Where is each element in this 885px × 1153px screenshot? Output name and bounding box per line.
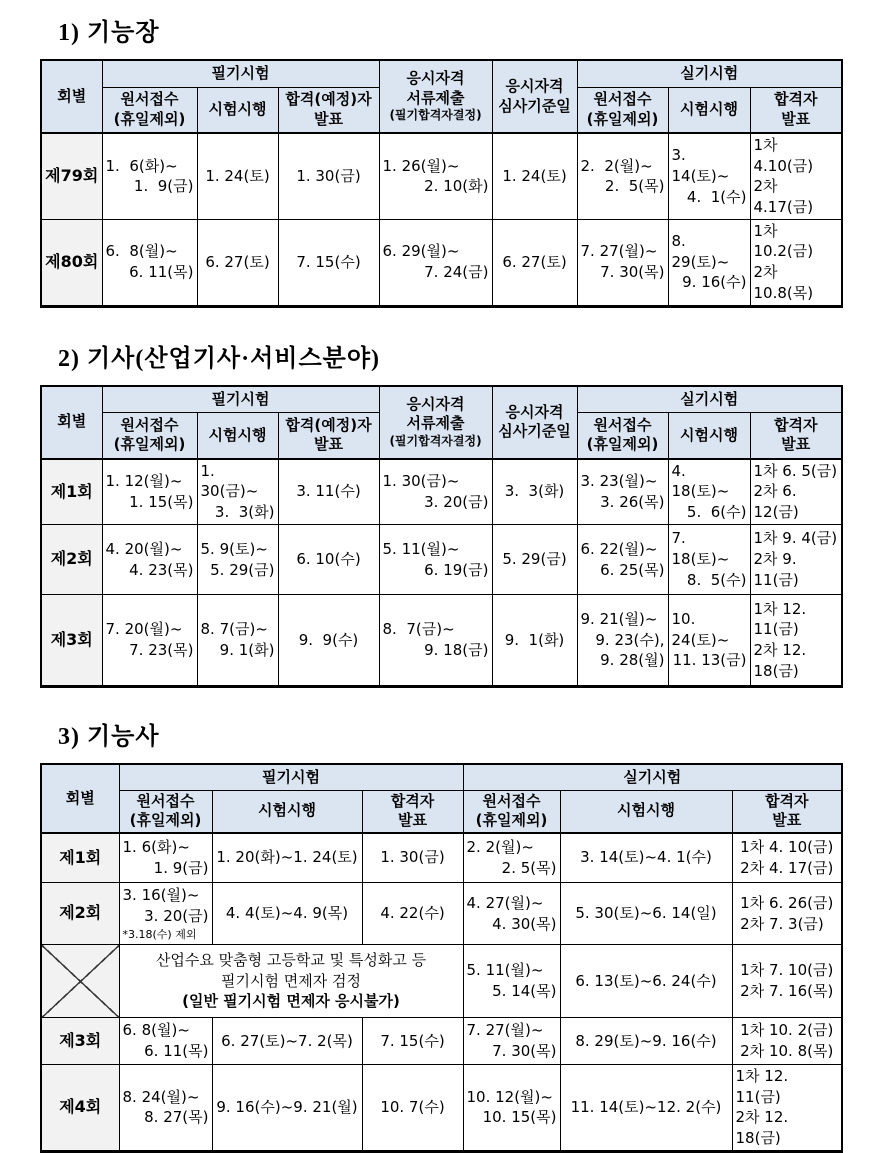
date-cell: 4. 27(월)~ 4. 30(목) [463, 883, 560, 945]
header-cell: 합격자 발표 [750, 413, 842, 459]
header-cell: 응시자격 심사기준일 [492, 386, 577, 459]
date-cell: 1차 9. 4(금) 2차 9. 11(금) [750, 525, 842, 595]
header-cell: 응시자격 서류제출 (필기합격자결정) [379, 386, 492, 459]
date-cell: 7. 20(월)~ 7. 23(목) [102, 595, 197, 687]
header-cell: 합격자 발표 [750, 87, 842, 133]
date-cell: 4. 4(토)~4. 9(목) [212, 883, 362, 945]
date-cell: 7. 27(월)~ 7. 30(목) [463, 1018, 560, 1065]
date-cell: 6. 10(수) [278, 525, 379, 595]
schedule-table-gineungjang [40, 59, 843, 308]
section-title-gineungjang: 1) 기능장 [58, 20, 160, 46]
date-cell: 1차 10. 2(금) 2차 10. 8(목) [732, 1018, 842, 1065]
header-cell: 회별 [41, 386, 102, 459]
table-header [41, 60, 842, 133]
date-cell: 5. 29(금) [492, 525, 577, 595]
date-cell: 1. 20(화)~1. 24(토) [212, 833, 362, 883]
date-cell: 9. 9(수) [278, 595, 379, 687]
schedule-table-gisa [40, 385, 843, 689]
header-cell: 합격(예정)자 발표 [278, 413, 379, 459]
table-row [41, 1018, 842, 1065]
table-row [41, 833, 842, 883]
date-cell: 6. 27(토) [492, 219, 577, 306]
table-row [41, 133, 842, 219]
date-cell: 3. 14(토)~4. 1(수) [560, 833, 732, 883]
section-title-gisa: 2) 기사(산업기사·서비스분야) [58, 345, 381, 372]
date-cell: 1차 6. 26(금) 2차 7. 3(금) [732, 883, 842, 945]
header-cell: 합격자 발표 [362, 790, 463, 833]
date-cell: 1. 6(화)~ 1. 9(금) [102, 133, 197, 219]
header-cell: 원서접수 (휴일제외) [577, 87, 668, 133]
date-cell: 6. 22(월)~ 6. 25(목) [577, 525, 668, 595]
table-body [41, 459, 842, 687]
round-label: 제1회 [41, 459, 102, 525]
round-label: 제79회 [41, 133, 102, 219]
date-cell: 1. 24(토) [492, 133, 577, 219]
date-cell: 3. 23(월)~ 3. 26(목) [577, 459, 668, 525]
header-cell: 회별 [41, 764, 119, 833]
date-cell: 5. 11(월)~ 6. 19(금) [379, 525, 492, 595]
table-row [41, 459, 842, 525]
date-cell: 5. 11(월)~ 5. 14(목) [463, 945, 560, 1018]
date-cell: 7. 15(수) [278, 219, 379, 306]
header-cell: 시험시행 [197, 87, 278, 133]
date-cell: 1. 26(월)~ 2. 10(화) [379, 133, 492, 219]
date-cell: 2. 2(월)~ 2. 5(목) [577, 133, 668, 219]
header-cell: 합격자 발표 [732, 790, 842, 833]
date-cell: 5. 9(토)~ 5. 29(금) [197, 525, 278, 595]
table-row [41, 945, 842, 1018]
crossed-out-cell [41, 945, 119, 1018]
table-body [41, 133, 842, 306]
date-cell: 1. 6(화)~ 1. 9(금) [119, 833, 212, 883]
date-cell: 1차 12. 11(금) 2차 12. 18(금) [732, 1065, 842, 1152]
date-cell: 11. 14(토)~12. 2(수) [560, 1065, 732, 1152]
date-cell: 1. 12(월)~ 1. 15(목) [102, 459, 197, 525]
date-cell: 6. 29(월)~ 7. 24(금) [379, 219, 492, 306]
date-cell: 1차 4.10(금) 2차 4.17(금) [750, 133, 842, 219]
date-cell: 2. 2(월)~ 2. 5(목) [463, 833, 560, 883]
table-row [41, 1065, 842, 1152]
header-cell: 회별 [41, 60, 102, 133]
header-cell: 실기시험 [577, 386, 842, 413]
table-header [41, 386, 842, 459]
notice-cell: 산업수요 맞춤형 고등학교 및 특성화고 등 필기시험 면제자 검정 (일반 필기시험 면제자 응시불가) [119, 945, 463, 1018]
header-cell: 실기시험 [463, 764, 842, 790]
round-label: 제2회 [41, 883, 119, 945]
schedule-table-gineungsa [40, 763, 843, 1153]
date-cell: 3. 3(화) [492, 459, 577, 525]
table-body [41, 833, 842, 1152]
round-label: 제80회 [41, 219, 102, 306]
table-row [41, 883, 842, 945]
round-label: 제2회 [41, 525, 102, 595]
date-cell: 8. 7(금)~ 9. 1(화) [197, 595, 278, 687]
date-cell: 1차 4. 10(금) 2차 4. 17(금) [732, 833, 842, 883]
date-cell: 8. 29(토)~ 9. 16(수) [668, 219, 750, 306]
header-cell: 응시자격 심사기준일 [492, 60, 577, 133]
table-row [41, 219, 842, 306]
date-cell: 1차 10.2(금) 2차 10.8(목) [750, 219, 842, 306]
date-cell: 6. 13(토)~6. 24(수) [560, 945, 732, 1018]
header-cell: 실기시험 [577, 60, 842, 87]
header-cell: 시험시행 [197, 413, 278, 459]
round-label: 제3회 [41, 595, 102, 687]
date-cell: 9. 1(화) [492, 595, 577, 687]
date-cell: 4. 20(월)~ 4. 23(목) [102, 525, 197, 595]
date-cell: 4. 18(토)~ 5. 6(수) [668, 459, 750, 525]
date-cell: 6. 8(월)~ 6. 11(목) [119, 1018, 212, 1065]
header-cell: 원서접수 (휴일제외) [119, 790, 212, 833]
header-cell: 시험시행 [212, 790, 362, 833]
header-cell: 원서접수 (휴일제외) [102, 87, 197, 133]
date-cell: 1차 7. 10(금) 2차 7. 16(목) [732, 945, 842, 1018]
date-cell: 10. 24(토)~ 11. 13(금) [668, 595, 750, 687]
header-cell: 필기시험 [102, 386, 379, 413]
date-cell: 1. 24(토) [197, 133, 278, 219]
date-cell: 1차 6. 5(금) 2차 6. 12(금) [750, 459, 842, 525]
header-cell: 합격(예정)자 발표 [278, 87, 379, 133]
date-cell: 1. 30(금)~ 3. 3(화) [197, 459, 278, 525]
date-cell: 1차 12. 11(금) 2차 12. 18(금) [750, 595, 842, 687]
date-cell: 1. 30(금) [278, 133, 379, 219]
date-cell: 3. 16(월)~ 3. 20(금) *3.18(수) 제외 [119, 883, 212, 945]
header-cell: 필기시험 [119, 764, 463, 790]
date-cell: 9. 16(수)~9. 21(월) [212, 1065, 362, 1152]
date-cell: 3. 11(수) [278, 459, 379, 525]
header-cell: 원서접수 (휴일제외) [577, 413, 668, 459]
round-label: 제3회 [41, 1018, 119, 1065]
date-cell: 7. 27(월)~ 7. 30(목) [577, 219, 668, 306]
date-cell: 8. 24(월)~ 8. 27(목) [119, 1065, 212, 1152]
table-row [41, 595, 842, 687]
round-label: 제1회 [41, 833, 119, 883]
round-label: 제4회 [41, 1065, 119, 1152]
date-cell: 6. 27(토) [197, 219, 278, 306]
header-cell: 원서접수 (휴일제외) [102, 413, 197, 459]
section-title-gineungsa: 3) 기능사 [58, 724, 160, 750]
header-cell: 시험시행 [560, 790, 732, 833]
date-cell: 1. 30(금) [362, 833, 463, 883]
date-cell: 8. 29(토)~9. 16(수) [560, 1018, 732, 1065]
date-cell: 9. 21(월)~ 9. 23(수), 9. 28(월) [577, 595, 668, 687]
date-cell: 10. 12(월)~ 10. 15(목) [463, 1065, 560, 1152]
header-cell: 응시자격 서류제출 (필기합격자결정) [379, 60, 492, 133]
table-header [41, 764, 842, 833]
header-cell: 필기시험 [102, 60, 379, 87]
date-cell: 6. 27(토)~7. 2(목) [212, 1018, 362, 1065]
header-cell: 원서접수 (휴일제외) [463, 790, 560, 833]
date-cell: 5. 30(토)~6. 14(일) [560, 883, 732, 945]
date-cell: 4. 22(수) [362, 883, 463, 945]
date-cell: 7. 15(수) [362, 1018, 463, 1065]
header-cell: 시험시행 [668, 413, 750, 459]
table-row [41, 525, 842, 595]
header-cell: 시험시행 [668, 87, 750, 133]
date-cell: 8. 7(금)~ 9. 18(금) [379, 595, 492, 687]
date-cell: 3. 14(토)~ 4. 1(수) [668, 133, 750, 219]
date-cell: 6. 8(월)~ 6. 11(목) [102, 219, 197, 306]
date-cell: 1. 30(금)~ 3. 20(금) [379, 459, 492, 525]
date-cell: 7. 18(토)~ 8. 5(수) [668, 525, 750, 595]
date-cell: 10. 7(수) [362, 1065, 463, 1152]
